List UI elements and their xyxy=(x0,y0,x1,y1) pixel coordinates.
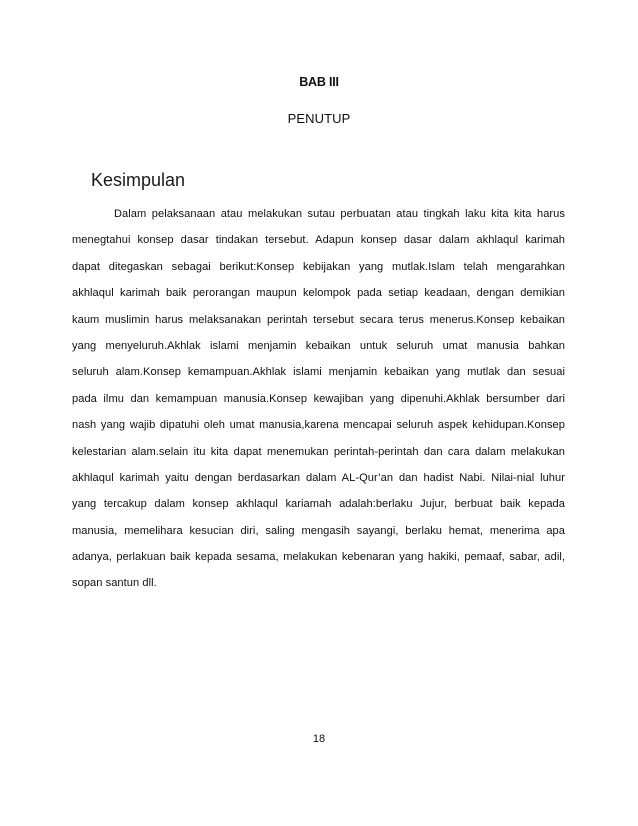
conclusion-paragraph xyxy=(72,207,565,603)
paragraph-line: sopan santun dll. xyxy=(72,577,157,590)
section-heading: Kesimpulan xyxy=(91,170,186,190)
paragraph-line: kaum muslimin harus melaksanakan perintah tersebut secara terus menerus.Konsep kebaikan xyxy=(72,313,565,326)
paragraph-line: dapat ditegaskan sebagai berikut:Konsep kebijakan yang mutlak.Islam telah mengarahkan xyxy=(72,260,565,273)
paragraph-line: Dalam pelaksanaan atau melakukan sutau perbuatan atau tingkah laku kita kita harus xyxy=(114,208,565,220)
paragraph-line: menegtahui konsep dasar tindakan tersebut. Adapun konsep dasar dalam akhlaqul karimah xyxy=(72,234,565,247)
chapter-title: BAB III xyxy=(299,75,339,89)
paragraph-line: yang menyeluruh.Akhlak islami menjamin kebaikan untuk seluruh umat manusia bahkan xyxy=(72,339,565,352)
page-number: 18 xyxy=(312,733,326,745)
paragraph-line: akhlaqul karimah yaitu dengan berdasarkan dalam AL-Qur’an dan hadist Nabi. Nilai-nial luhur xyxy=(72,471,565,484)
paragraph-line: seluruh alam.Konsep kemampuan.Akhlak islami menjamin kebaikan yang mutlak dan sesuai xyxy=(72,366,565,379)
paragraph-line: adanya, perlakuan baik kepada sesama, melakukan kebenaran yang hakiki, pemaaf, sabar, adil, xyxy=(72,551,565,564)
paragraph-line: kelestarian alam.selain itu kita dapat menemukan perintah-perintah dan cara dalam melakukan xyxy=(72,445,565,458)
paragraph-line: akhlaqul karimah baik perorangan maupun kelompok pada setiap keadaan, dengan demikian xyxy=(72,287,565,300)
chapter-subtitle: PENUTUP xyxy=(287,111,351,126)
paragraph-line: pada ilmu dan kemampuan manusia.Konsep kewajiban yang dipenuhi.Akhlak bersumber dari xyxy=(72,392,565,405)
paragraph-line: yang tercakup dalam konsep akhlaqul kariamah adalah:berlaku Jujur, berbuat baik kepada xyxy=(72,498,565,511)
paragraph-line: nash yang wajib dipatuhi oleh umat manusia,karena mencapai seluruh aspek kehidupan.Konsep xyxy=(72,419,565,432)
paragraph-line: manusia, memelihara kesucian diri, saling mengasih sayangi, berlaku hemat, menerima apa xyxy=(72,524,565,537)
